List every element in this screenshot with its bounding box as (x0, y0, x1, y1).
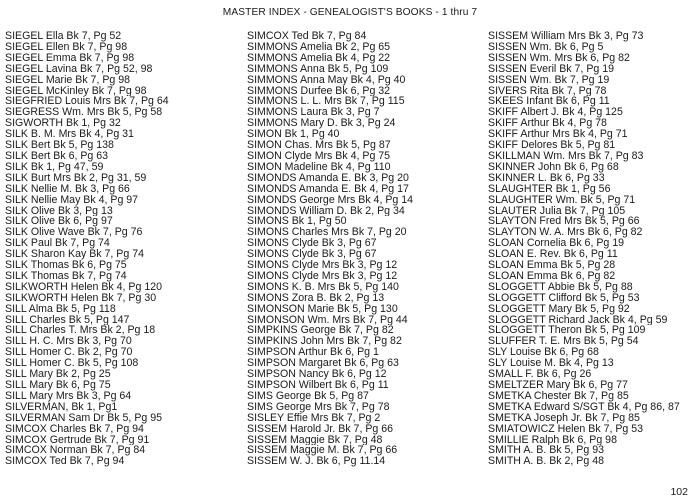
index-entry: SIMPSON Wilbert Bk 6, Pg 11 (247, 380, 389, 391)
index-entry: SKEES Infant Bk 6, Pg 11 (488, 96, 610, 108)
index-entry: SILK Olive Bk 3, Pg 13 (5, 205, 113, 217)
index-entry: SIMCOX Gertrude Bk 7, Pg 91 (5, 434, 150, 446)
index-entry: SISSEM W. J. Bk 6, Pg 11.14 (247, 456, 386, 468)
index-entry: SKIFF Albert J. Bk 4, Pg 125 (488, 107, 623, 119)
index-entry: SIMONDS George Mrs Bk 4, Pg 14 (247, 194, 414, 206)
index-entry: SIMMONS Amelia Bk 4, Pg 22 (247, 52, 391, 64)
index-entry: SILL Charles Bk 5, Pg 147 (5, 314, 130, 326)
index-entry: SLOGGETT Theron Bk 5, Pg 109 (488, 325, 646, 337)
index-entry: SIMPKINS George Bk 7, Pg 82 (247, 325, 394, 337)
index-entry: SIMMONS Durfee Bk 6, Pg 32 (247, 85, 391, 97)
index-entry: SIMCOX Ted Bk 7, Pg 94 (5, 456, 125, 468)
index-entry: SISSEN Everil Bk 7, Pg 19 (488, 63, 615, 75)
index-entry: SILL Mary Mrs Bk 3, Pg 64 (5, 390, 132, 402)
index-entry: SIMONS Bk 1, Pg 50 (247, 216, 347, 228)
index-entry: SIMONS K. B. Mrs Bk 5, Pg 140 (247, 281, 399, 293)
index-entry: SLOGGETT Clifford Bk 5, Pg 53 (488, 292, 640, 304)
index-column-1 (5, 31, 247, 467)
index-entry: SILK Burt Mrs Bk 2, Pg 31, 59 (5, 172, 147, 184)
index-entry: SILK Nellie May Bk 4, Pg 97 (5, 194, 139, 206)
index-entry: SIMON Bk 1, Pg 40 (247, 129, 340, 141)
index-entry: SISSEN Wm. Bk 6, Pg 5 (488, 41, 604, 53)
index-entry: SLOAN E. Rev. Bk 6, Pg 11 (488, 249, 618, 261)
index-entry: SIMMONS Anna May Bk 4, Pg 40 (247, 74, 406, 86)
page-number: 102 (670, 486, 688, 498)
index-entry: SLAUGHTER Bk 1, Pg 56 (488, 183, 611, 195)
index-entry: SISSEM Maggie M. Bk 7, Pg 66 (247, 445, 398, 457)
index-entry: SLY Louise M. Bk 4, Pg 13 (488, 358, 614, 370)
index-entry: SILK Sharon Kay Bk 7, Pg 74 (5, 249, 144, 261)
index-entry: SKINNER L. Bk 6, Pg 33 (488, 172, 605, 184)
index-entry: SISSEN Wm. Bk 7, Pg 19 (488, 74, 610, 86)
index-entry: SMETKA Chester Bk 7, Pg 85 (488, 390, 629, 402)
index-entry: SIEGFRIED Louis Mrs Bk 7, Pg 64 (5, 96, 169, 108)
index-entry: SIMON Madeline Bk 4, Pg 110 (247, 161, 391, 173)
index-entry: SIEGRESS Wm. Mrs Bk 5, Pg 58 (5, 107, 163, 119)
index-entry: SIMONS Clyde Mrs Bk 3, Pg 12 (247, 270, 398, 282)
index-entry: SIMONDS Amanda E. Bk 4, Pg 17 (247, 183, 409, 195)
index-entry: SILL Mary Bk 2, Pg 25 (5, 369, 111, 380)
index-entry: SILL Alma Bk 5, Pg 118 (5, 303, 116, 315)
index-entry: SILK Bk 1, Pg 47, 59 (5, 161, 104, 173)
index-entry: SMETKA Edward S/SGT Bk 4, Pg 86, 87 (488, 401, 680, 413)
index-entry: SMALL F. Bk 6, Pg 26 (488, 369, 592, 380)
index-entry: SLY Louise Bk 6, Pg 68 (488, 347, 599, 359)
index-entry: SKIFF Arthur Bk 4, Pg 78 (488, 118, 607, 130)
index-column-3 (488, 31, 696, 467)
index-entry: SIMONS Clyde Bk 3, Pg 67 (247, 238, 377, 250)
index-entry: SIEGEL Ella Bk 7, Pg 52 (5, 31, 122, 42)
index-entry: SIMON Chas. Mrs Bk 5, Pg 87 (247, 140, 391, 151)
index-entry: SIEGEL McKinley Bk 7, Pg 98 (5, 85, 147, 97)
index-entry: SLAUGHTER Wm. Bk 5, Pg 71 (488, 194, 636, 206)
index-entry: SLOAN Cornelia Bk 6, Pg 19 (488, 238, 625, 250)
index-entry: SIMONSON Wm. Mrs Bk 7, Pg 44 (247, 314, 408, 326)
index-entry: SILK Thomas Bk 6, Pg 75 (5, 260, 127, 271)
index-columns (5, 31, 696, 467)
index-entry: SIMS George Mrs Bk 7, Pg 78 (247, 401, 390, 413)
index-entry: SIEGEL Emma Bk 7, Pg 98 (5, 52, 135, 64)
page-title: MASTER INDEX - GENEALOGIST'S BOOKS - 1 thru 7 (222, 7, 478, 18)
index-entry: SIMONS Clyde Mrs Bk 3, Pg 12 (247, 260, 398, 271)
index-entry: SKINNER John Bk 6, Pg 68 (488, 161, 619, 173)
index-entry: SILK Olive Bk 6, Pg 97 (5, 216, 113, 228)
index-entry: SIEGEL Ellen Bk 7, Pg 98 (5, 41, 128, 53)
index-entry: SILKWORTH Helen Bk 4, Pg 120 (5, 281, 163, 293)
index-entry: SIMONS Clyde Bk 3, Pg 67 (247, 249, 377, 261)
index-entry: SKILLMAN Wm. Mrs Bk 7, Pg 83 (488, 150, 644, 162)
index-entry: SLOGGETT Mary Bk 5, Pg 92 (488, 303, 630, 315)
index-entry: SIMONSON Marie Bk 5, Pg 130 (247, 303, 398, 315)
index-entry: SMELTZER Mary Bk 6, Pg 77 (488, 380, 628, 391)
index-entry: SMITH A. B. Bk 5, Pg 93 (488, 445, 604, 457)
index-entry: SMILLIE Ralph Bk 6, Pg 98 (488, 434, 617, 446)
index-entry: SIMMONS Anna Bk 5, Pg 109 (247, 63, 389, 75)
index-entry: SILK Thomas Bk 7, Pg 74 (5, 270, 127, 282)
index-entry: SIEGEL Marie Bk 7, Pg 98 (5, 74, 131, 86)
index-entry: SIMPSON Margaret Bk 6, Pg 63 (247, 358, 399, 370)
index-entry: SIMONS Zora B. Bk 2, Pg 13 (247, 292, 385, 304)
index-entry: SIMCOX Norman Bk 7, Pg 84 (5, 445, 146, 457)
index-entry: SLOAN Emma Bk 6, Pg 82 (488, 270, 616, 282)
index-entry: SIEGEL Lavina Bk 7, Pg 52, 98 (5, 63, 153, 75)
index-entry: SILL Charles T. Mrs Bk 2, Pg 18 (5, 325, 156, 337)
index-entry: SIMPKINS John Mrs Bk 7, Pg 82 (247, 336, 402, 348)
index-entry: SIMONDS William D. Bk 2, Pg 34 (247, 205, 405, 217)
index-entry: SLOGGETT Richard Jack Bk 4, Pg 59 (488, 314, 668, 326)
index-entry: SILK Bert Bk 6, Pg 63 (5, 150, 109, 162)
index-entry: SILL H. C. Mrs Bk 3, Pg 70 (5, 336, 132, 348)
index-entry: SIMMONS L. L. Mrs Bk 7, Pg 115 (247, 96, 405, 108)
index-entry: SILK Olive Wave Bk 7, Pg 76 (5, 227, 143, 239)
index-entry: SIVERS Rita Bk 7, Pg 78 (488, 85, 607, 97)
index-entry: SKIFF Arthur Mrs Bk 4, Pg 71 (488, 129, 628, 141)
index-column-2 (247, 31, 488, 467)
index-entry: SISSEM William Mrs Bk 3, Pg 73 (488, 31, 644, 42)
index-entry: SIMMONS Mary D. Bk 3, Pg 24 (247, 118, 396, 130)
index-entry: SISSEM Harold Jr. Bk 7, Pg 66 (247, 423, 394, 435)
index-entry: SISSEM Maggie Bk 7, Pg 48 (247, 434, 383, 446)
index-entry: SILKWORTH Helen Bk 7, Pg 30 (5, 292, 157, 304)
index-entry: SIGWORTH Bk 1, Pg 32 (5, 118, 121, 130)
index-entry: SILVERMAN, Bk 1, Pg1 (5, 401, 118, 413)
index-entry: SISLEY Effie Mrs Bk 7, Pg 2 (247, 412, 381, 424)
index-entry: SIMON Clyde Mrs Bk 4, Pg 75 (247, 150, 391, 162)
index-entry: SILK Paul Bk 7, Pg 74 (5, 238, 110, 250)
index-entry: SIMS George Bk 5, Pg 87 (247, 390, 369, 402)
index-entry: SIMPSON Arthur Bk 6, Pg 1 (247, 347, 379, 359)
index-entry: SIMPSON Nancy Bk 6, Pg 12 (247, 369, 387, 380)
index-entry: SLOAN Emma Bk 5, Pg 28 (488, 260, 616, 271)
index-entry: SLAYTON W. A. Mrs Bk 6, Pg 82 (488, 227, 643, 239)
index-entry: SIMCOX Charles Bk 7, Pg 94 (5, 423, 144, 435)
index-entry: SIMONDS Amanda E. Bk 3, Pg 20 (247, 172, 409, 184)
index-entry: SILK Bert Bk 5, Pg 138 (5, 140, 114, 151)
index-entry: SLAUTER Julia Bk 7, Pg 105 (488, 205, 626, 217)
index-entry: SMIATOWICZ Helen Bk 7, Pg 53 (488, 423, 644, 435)
index-entry: SIMONS Charles Mrs Bk 7, Pg 20 (247, 227, 407, 239)
index-entry: SIMCOX Ted Bk 7, Pg 84 (247, 31, 367, 42)
index-entry: SILL Mary Bk 6, Pg 75 (5, 380, 111, 391)
index-entry: SLOGGETT Abbie Bk 5, Pg 88 (488, 281, 633, 293)
index-entry: SILK Nellie M. Bk 3, Pg 66 (5, 183, 130, 195)
index-entry: SILK B. M. Mrs Bk 4, Pg 31 (5, 129, 134, 141)
index-entry: SILVERMAN Sam Dr Bk 5, Pg 95 (5, 412, 162, 424)
index-entry: SKIFF Delores Bk 5, Pg 81 (488, 140, 616, 151)
index-entry: SIMMONS Laura Bk 3, Pg 7 (247, 107, 380, 119)
index-entry: SISSEN Wm. Mrs Bk 6, Pg 82 (488, 52, 630, 64)
index-entry: SMITH A. B. Bk 2, Pg 48 (488, 456, 604, 468)
index-entry: SLAYTON Fred Mrs Bk 5, Pg 66 (488, 216, 640, 228)
index-entry: SILL Homer C. Bk 2, Pg 70 (5, 347, 133, 359)
index-entry: SMETKA Joseph Jr. Bk 7, Pg 85 (488, 412, 640, 424)
index-entry: SLUFFER T. E. Mrs Bk 5, Pg 54 (488, 336, 639, 348)
index-entry: SILL Homer C. Bk 5, Pg 108 (5, 358, 139, 370)
index-entry: SIMMONS Amelia Bk 2, Pg 65 (247, 41, 391, 53)
